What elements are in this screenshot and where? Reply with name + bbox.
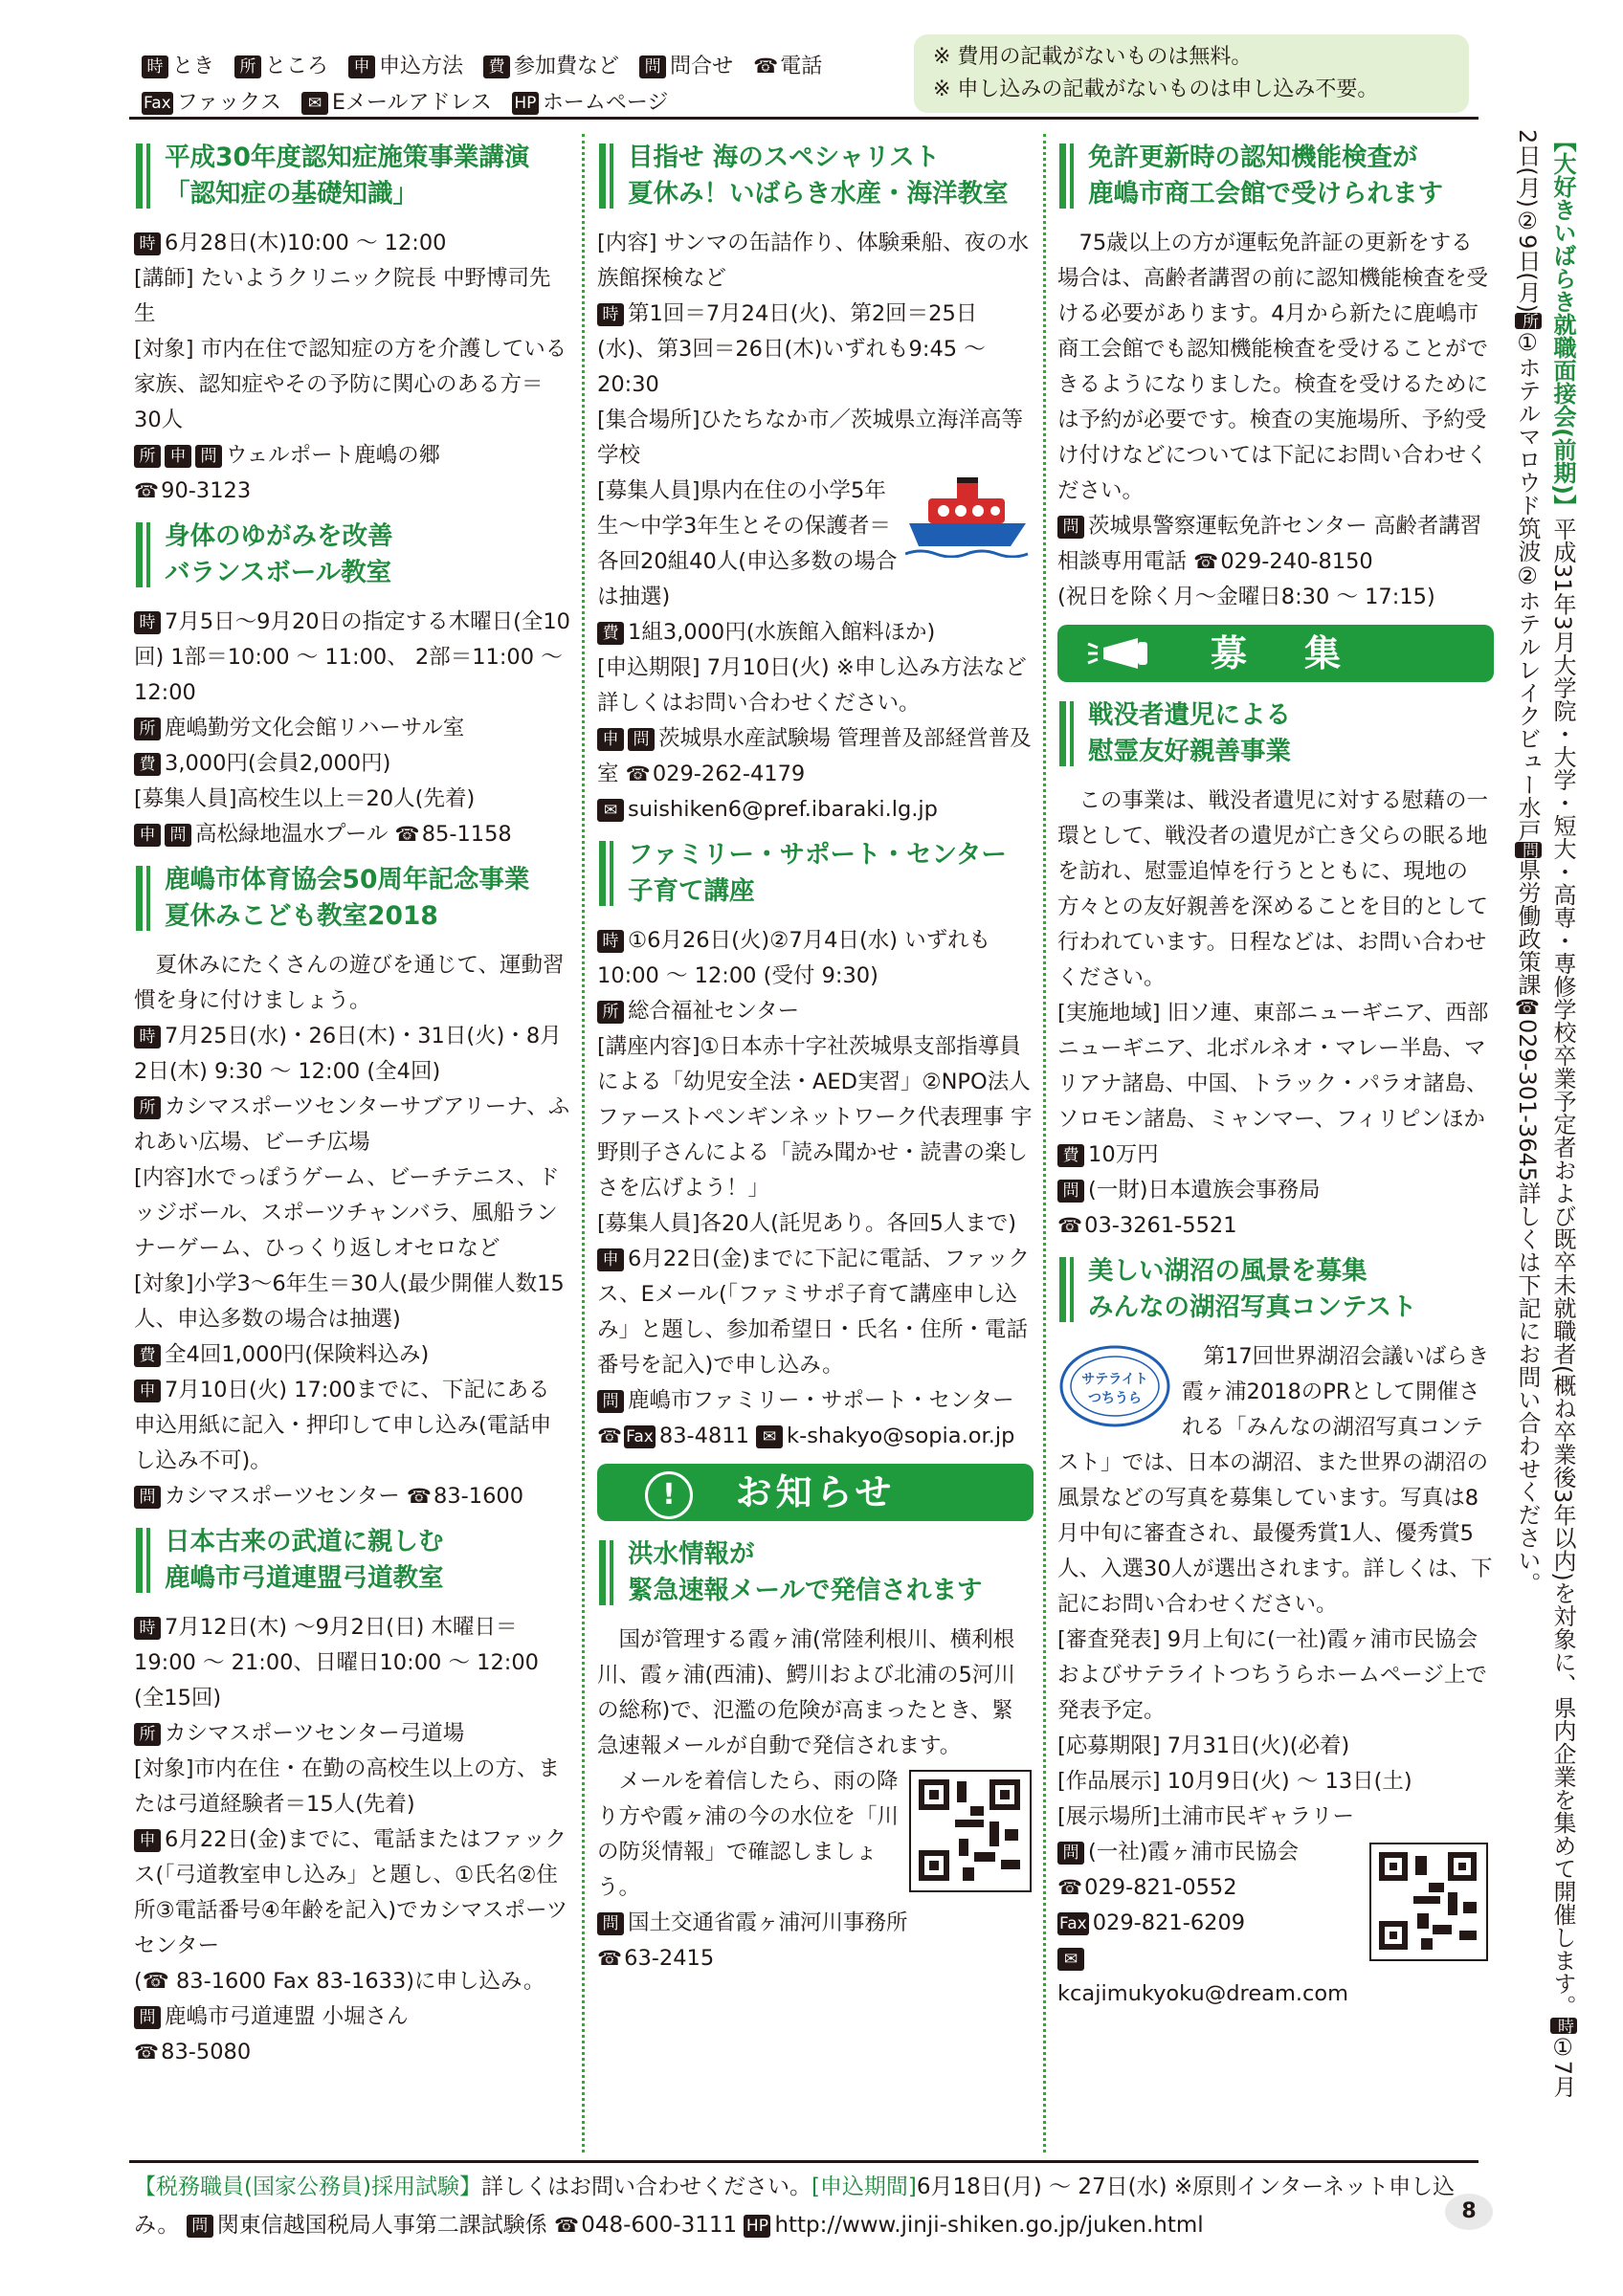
- time-icon: 時: [134, 232, 161, 255]
- ship-illustration: [905, 474, 1030, 558]
- time-icon: 時: [597, 930, 624, 953]
- place-icon: 所: [234, 55, 261, 78]
- column-1: [134, 132, 570, 2080]
- place-icon: 所: [134, 1723, 161, 1746]
- phone-icon: ☎: [597, 1947, 623, 1970]
- column-divider: [1043, 134, 1046, 2152]
- article-family-support: ファミリー・サポート・センター 子育て講座 時 ①6月26日(火)②7月4日(水) いずれも10:00 ～ 12:00 (受付 9:30) 所 総合福祉センター [講座内容]①日本赤十字社茨城県支部指導員による「幼児安全法・AED実習」②NPO法人ファーストペンギンネットワーク代表理事 宇野則子さんによる「読み聞かせ・読書の楽しさを広げよう！」 [募集人員]各20人(託児あり。各回5人まで) 申 6月22日(金)までに下記に電話、ファックス、Eメール(「ファミサポ子育て講座申し込み」と題し、参加希望日・氏名・住所・電話番号を記入)で申し込み。 問 鹿嶋市ファミリー・サポート・センター ☎ Fax 83-4811 ✉ k-shakyo@sopia.or.jp: [597, 837, 1034, 1454]
- apply-icon: 申: [597, 1248, 624, 1271]
- email-link[interactable]: suishiken6@pref.ibaraki.lg.jp: [628, 797, 938, 822]
- legend-item: 時 とき: [142, 49, 214, 85]
- contact-icon: 問: [628, 728, 655, 751]
- legend-item: Fax ファックス: [144, 91, 282, 115]
- column-3: [1057, 132, 1494, 2021]
- contact-icon: 問: [1057, 1180, 1084, 1203]
- legend-item: ☎電話: [753, 55, 823, 78]
- homepage-icon: HP: [512, 92, 539, 115]
- bottom-divider: [129, 2160, 1478, 2163]
- article-photo-contest: 美しい湖沼の風景を募集 みんなの湖沼写真コンテスト サテライト つちうら 第17回世界湖沼会議いばらき霞ヶ浦2018のPRとして開催される「みんなの湖沼写真コンテスト」では、日本の湖沼、また世界の湖沼の風景などの写真を募集しています。写真は8月中旬に審査され、最優秀賞1人、優秀賞5人、入選30人が選出されます。詳しくは、下記にお問い合わせください。 [審査発表] 9月上旬に(一社)霞ヶ浦市民協会およびサテライトつちうらホームページ上で発表予定。 [応募期限] 7月31日(火)(必着) [作品展示] 10月9日(火) ～ 13日(土) [展示場所]土浦市民ギャラリー 問 (一社)霞ヶ浦市民協会 ☎029-821-0552 Fax 029-821-6209 ✉kcajimukyoku@dream.com: [1057, 1253, 1494, 2012]
- article-title: 平成30年度認知症施策事業講演 「認知症の基礎知識」: [134, 140, 570, 212]
- exclamation-icon: !: [645, 1471, 693, 1519]
- article-balance-ball: 身体のゆがみを改善 バランスボール教室 時 7月5日～9月20日の指定する木曜日(全10回) 1部＝10:00 ～ 11:00、 2部＝11:00 ～ 12:00 所 鹿嶋勤労文化会館リハーサル室 費 3,000円(会員2,000円) [募集人員]高校生以上＝20人(先着) 申 問 高松緑地温水プール ☎85-1158: [134, 519, 570, 852]
- time-icon: 時: [1550, 2018, 1577, 2034]
- legend-item: 問 問合せ: [639, 49, 733, 85]
- email-icon: ✉: [597, 799, 624, 822]
- legend: [142, 48, 926, 121]
- apply-icon: 申: [165, 445, 191, 468]
- article-kids-class: 鹿嶋市体育協会50周年記念事業 夏休みこども教室2018 夏休みにたくさんの遊びを通じて、運動習慣を身に付けましょう。 時 7月25日(水)・26日(木)・31日(火)・8月2日(木) 9:30 ～ 12:00 (全4回) 所 カシマスポーツセンターサブアリーナ、ふれあい広場、ビーチ広場 [内容]水でっぽうゲーム、ビーチテニス、ドッジボール、スポーツチャンバラ、風船ランナーゲーム、ひっくり返しオセロなど [対象]小学3～6年生＝30人(最少開催人数15人、申込多数の場合は抽選) 費 全4回1,000円(保険料込み) 申 7月10日(火) 17:00までに、下記にある申込用紙に記入・押印して申し込み(電話申し込み不可)。 問 カシマスポーツセンター ☎83-1600: [134, 862, 570, 1514]
- phone-icon: ☎: [554, 2214, 580, 2237]
- svg-text:サテライト: サテライト: [1081, 1372, 1148, 1387]
- phone-icon: ☎: [134, 479, 160, 502]
- phone-icon: ☎: [134, 2041, 160, 2064]
- email-icon: ✉: [756, 1425, 783, 1448]
- contact-icon: 問: [597, 1390, 624, 1413]
- contact-icon: 問: [1057, 516, 1084, 539]
- qr-code[interactable]: [909, 1770, 1032, 1892]
- article-dementia-lecture: 平成30年度認知症施策事業講演 「認知症の基礎知識」 時 6月28日(木)10:00 ～ 12:00 [講師] たいようクリニック院長 中野博司先生 [対象] 市内在住で認知症の方を介護している家族、認知症やその予防に関心のある方＝30人 所 申 問 ウェルポート鹿嶋の郷 ☎90-3123: [134, 140, 570, 509]
- fee-icon: 費: [597, 622, 624, 645]
- time-icon: 時: [134, 611, 161, 634]
- notice-box: [914, 34, 1469, 113]
- article-memorial-project: 戦没者遺児による 慰霊友好親善事業 この事業は、戦没者遺児に対する慰藉の一環として、戦没者の遺児が亡き父らの眠る地を訪れ、慰霊追悼を行うとともに、現地の方々との友好親善を深めることを目的として行われています。日程などは、お問い合わせください。 [実施地域] 旧ソ連、東部ニューギニア、西部ニューギニア、北ボルネオ・マレー半島、マリアナ諸島、中国、トラック・パラオ諸島、ソロモン諸島、ミャンマー、フィリピンほか 費 10万円 問 (一財)日本遺族会事務局 ☎03-3261-5521: [1057, 697, 1494, 1244]
- apply-icon: 申: [134, 1829, 161, 1852]
- time-icon: 時: [134, 1617, 161, 1640]
- homepage-icon: HP: [744, 2215, 770, 2238]
- top-divider: [129, 117, 1478, 120]
- article-title: 免許更新時の認知機能検査が 鹿嶋市商工会館で受けられます: [1057, 140, 1494, 212]
- legend-item: 所 ところ: [234, 49, 328, 85]
- phone-icon: ☎: [753, 55, 779, 77]
- phone-icon: ☎: [1193, 550, 1219, 573]
- legend-item: ✉ Eメールアドレス: [301, 85, 492, 121]
- article-title: 戦没者遺児による 慰霊友好親善事業: [1057, 697, 1494, 770]
- apply-icon: 申: [134, 824, 161, 847]
- article-flood-info: 洪水情報が 緊急速報メールで発信されます 国が管理する霞ヶ浦(常陸利根川、横利根川、霞ヶ浦(西浦)、鰐川および北浦の5河川の総称)で、氾濫の危険が高まったとき、緊急速報メールが自動で発信されます。 メールを着信したら、雨の降り方や霞ヶ浦の今の水位を「川の防災情報」で確認しましょう。 問 国土交通省霞ヶ浦河川事務所 ☎63-2415: [597, 1536, 1034, 1976]
- time-icon: 時: [597, 303, 624, 326]
- megaphone-icon: [1086, 636, 1153, 671]
- email-link[interactable]: k-shakyo@sopia.or.jp: [787, 1424, 1015, 1448]
- fax-icon: Fax: [626, 1427, 654, 1446]
- phone-icon: ☎: [1057, 1876, 1083, 1899]
- phone-icon: ☎: [1516, 996, 1539, 1019]
- phone-icon: ☎: [1057, 1214, 1083, 1237]
- contact-icon: 問: [134, 2006, 161, 2029]
- fax-icon: Fax: [144, 94, 171, 113]
- phone-icon: ☎: [625, 762, 651, 785]
- apply-icon: 申: [597, 728, 624, 751]
- place-icon: 所: [1515, 313, 1542, 329]
- time-icon: 時: [142, 55, 168, 78]
- contact-icon: 問: [639, 55, 666, 78]
- article-title: 身体のゆがみを改善 バランスボール教室: [134, 519, 570, 591]
- email-icon: ✉: [1057, 1948, 1084, 1971]
- column-divider: [582, 134, 585, 2152]
- apply-icon: 申: [348, 55, 375, 78]
- page-number: 8: [1445, 2194, 1493, 2230]
- qr-code[interactable]: [1369, 1843, 1488, 1961]
- phone-icon: ☎: [406, 1485, 433, 1508]
- fax-icon: Fax: [1059, 1914, 1087, 1933]
- legend-item: HP ホームページ: [512, 85, 669, 121]
- contact-icon: 問: [134, 1486, 161, 1509]
- column-2: [597, 132, 1034, 1986]
- contact-icon: 問: [1057, 1842, 1084, 1865]
- fee-icon: 費: [483, 55, 510, 78]
- contact-icon: 問: [165, 824, 191, 847]
- satellite-tsuchiura-logo: [1057, 1343, 1172, 1429]
- notice-line: ※ 費用の記載がないものは無料。: [933, 45, 1253, 69]
- contact-icon: 問: [187, 2215, 213, 2238]
- article-title: 日本古来の武道に親しむ 鹿嶋市弓道連盟弓道教室: [134, 1524, 570, 1597]
- place-icon: 所: [134, 718, 161, 740]
- article-kyudo: 日本古来の武道に親しむ 鹿嶋市弓道連盟弓道教室 時 7月12日(木) ～9月2日(日) 木曜日＝19:00 ～ 21:00、日曜日10:00 ～ 12:00 (全15回) 所 カシマスポーツセンター弓道場 [対象]市内在住・在勤の高校生以上の方、または弓道経験者＝15人(先着) 申 6月22日(金)までに、電話またはファックス(「弓道教室申し込み」と題し、①氏名②住所③電話番号④年齢を記入)でカシマスポーツセンター (☎ 83-1600 Fax 83-1633)に申し込み。 問 鹿嶋市弓道連盟 小堀さん ☎83-5080: [134, 1524, 570, 2070]
- place-icon: 所: [134, 1096, 161, 1119]
- footer-notice: 【税務職員(国家公務員)採用試験】詳しくはお問い合わせください。[申込期間]6月18日(月) ～ 27日(水) ※原則インターネット申し込み。 問 関東信越国税局人事第二課試験係 ☎048-600-3111 HP http://www.jinji-shiken.go.jp/juken.html: [134, 2175, 1456, 2238]
- place-icon: 所: [134, 445, 161, 468]
- email-icon: ✉: [301, 92, 328, 115]
- contact-icon: 問: [597, 1912, 624, 1935]
- article-title: 目指せ 海のスペシャリスト 夏休み！いばらき水産・海洋教室: [597, 140, 1034, 212]
- homepage-link[interactable]: http://www.jinji-shiken.go.jp/juken.html: [774, 2213, 1204, 2238]
- notice-line: ※ 申し込みの記載がないものは申し込み不要。: [933, 77, 1379, 101]
- contact-icon: 問: [1515, 842, 1542, 858]
- place-icon: 所: [597, 1001, 624, 1024]
- recruit-banner: 募集: [1057, 625, 1494, 682]
- fee-icon: 費: [1057, 1144, 1084, 1167]
- apply-icon: 申: [134, 1380, 161, 1402]
- article-title: 洪水情報が 緊急速報メールで発信されます: [597, 1536, 1034, 1609]
- legend-item: 申 申込方法: [348, 49, 463, 85]
- phone-icon: ☎: [597, 1424, 623, 1447]
- email-link[interactable]: kcajimukyoku@dream.com: [1057, 1981, 1349, 2006]
- article-title: 鹿嶋市体育協会50周年記念事業 夏休みこども教室2018: [134, 862, 570, 935]
- fee-icon: 費: [134, 753, 161, 776]
- article-title: ファミリー・サポート・センター 子育て講座: [597, 837, 1034, 910]
- svg-text:つちうら: つちうら: [1088, 1391, 1142, 1406]
- article-cognitive-test: 免許更新時の認知機能検査が 鹿嶋市商工会館で受けられます 75歳以上の方が運転免許証の更新をする場合は、高齢者講習の前に認知機能検査を受ける必要があります。4月から新たに鹿嶋市商工会館でも認知機能検査を受けることができるようになりました。検査を受けるためには予約が必要です。検査の実施場所、予約受け付けなどについては下記にお問い合わせください。 問 茨城県警察運転免許センター 高齢者講習相談専用電話 ☎029-240-8150 (祝日を除く月～金曜日8:30 ～ 17:15): [1057, 140, 1494, 615]
- article-title: 美しい湖沼の風景を募集 みんなの湖沼写真コンテスト: [1057, 1253, 1494, 1326]
- time-icon: 時: [134, 1026, 161, 1049]
- article-marine-class: 目指せ 海のスペシャリスト 夏休み！いばらき水産・海洋教室 [内容] サンマの缶詰作り、体験乗船、夜の水族館探検など 時 第1回＝7月24日(火)、第2回＝25日(水)、第3回＝26日(木)いずれも9:45 ～ 20:30 [集合場所]ひたちなか市／茨城県立海洋高等学校 [募集人員]県内在住の小学5年生～中学3年生とその保護者＝各回20組40人(申込多数の場合は抽選) 費 1組3,000円(水族館入館料ほか) [申込期限] 7月10日(火) ※申し込み方法など詳しくはお問い合わせください。 申 問 茨城県水産試験場 管理普及部経営普及室 ☎029-262-4179 ✉ suishiken6@pref.ibaraki.lg.jp: [597, 140, 1034, 828]
- fee-icon: 費: [134, 1344, 161, 1367]
- vertical-notice: 【大好きいばらき就職面接会(前期)】平成31年3月大学院・大学・短大・高専・専修学校卒業予定者および既卒未就職者(概ね卒業後3年以内)を対象に、県内企業を集めて開催します。時①7月2日(月)②9日(月)所①ホテルマロウド筑波②ホテルレイクビュー水戸問県労働政策課☎029-301-3645詳しくは下記にお問い合わせください。: [1514, 129, 1576, 2099]
- phone-icon: ☎: [394, 823, 420, 846]
- notice-banner: ! お知らせ: [597, 1464, 1034, 1521]
- legend-item: 費 参加費など: [483, 49, 619, 85]
- contact-icon: 問: [195, 445, 222, 468]
